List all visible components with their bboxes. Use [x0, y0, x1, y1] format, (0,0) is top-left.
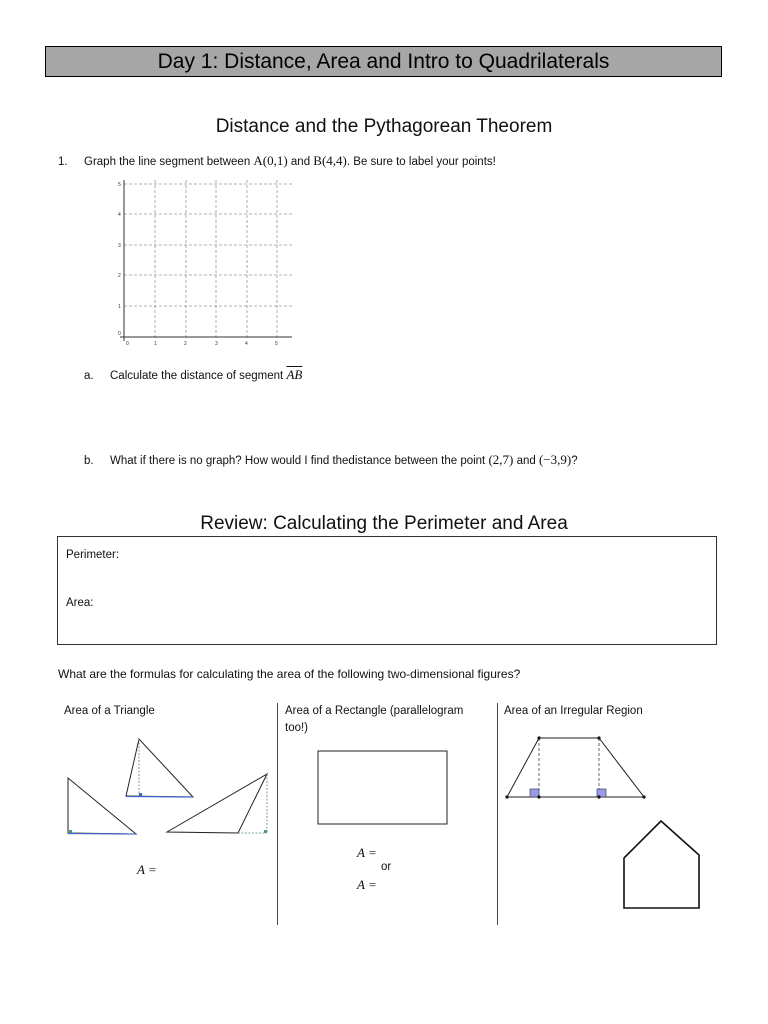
- triangle-label: Area of a Triangle: [64, 705, 155, 717]
- point-b: B(4,4): [313, 153, 347, 168]
- triangle-left: [68, 778, 136, 834]
- pentagon-figure: [623, 820, 703, 912]
- rectangle-label: [285, 703, 463, 737]
- rectangle-label-line1: Area of a Rectangle (parallelogram: [285, 705, 464, 717]
- y-tick-label: 3: [118, 243, 121, 249]
- y-tick-label: 1: [118, 304, 121, 310]
- question-1: [58, 153, 496, 169]
- x-tick-label: 5: [275, 341, 278, 347]
- rectangle-formula-1: A =: [357, 845, 377, 860]
- question-text: Graph the line segment between: [84, 156, 254, 168]
- point-1: (2,7): [488, 452, 514, 467]
- question-a: [84, 367, 302, 383]
- rectangle-figure: [317, 750, 449, 826]
- perimeter-label: Perimeter:: [66, 549, 120, 561]
- triangles-figure: [60, 733, 280, 843]
- coordinate-grid: [110, 175, 310, 355]
- y-tick-label: 4: [118, 212, 121, 218]
- area-label: Area:: [66, 597, 94, 609]
- trapezoid-figure: [502, 735, 662, 805]
- point-a: A(0,1): [253, 153, 288, 168]
- column-divider: [497, 703, 498, 925]
- x-tick-label: 2: [184, 341, 187, 347]
- point-2: (−3,9): [538, 452, 572, 467]
- formulas-question: What are the formulas for calculating the area of the following two-dimensional figures?: [58, 667, 521, 681]
- question-text-end: ?: [571, 455, 578, 467]
- question-b: [84, 452, 578, 468]
- triangle-formula: A =: [137, 862, 157, 877]
- section-heading-review: Review: Calculating the Perimeter and Area: [200, 513, 568, 534]
- page-title: Day 1: Distance, Area and Intro to Quadrilaterals: [157, 49, 610, 73]
- y-tick-label: 2: [118, 273, 121, 279]
- question-text-end: . Be sure to label your points!: [346, 156, 496, 168]
- x-tick-label: 0: [126, 341, 129, 347]
- question-text: What if there is no graph? How would I find thedistance between the point: [110, 455, 489, 467]
- perimeter-area-box: [57, 536, 717, 645]
- y-tick-label: 0: [118, 331, 121, 337]
- segment-ab: $\overline{AB}$: [286, 367, 303, 382]
- right-angle-marker: [530, 789, 539, 797]
- question-text-mid: and: [287, 156, 314, 168]
- grid-lines: [124, 180, 292, 338]
- x-tick-label: 1: [154, 341, 157, 347]
- question-number: 1.: [58, 156, 68, 168]
- rectangle-label-line2: too!): [285, 722, 309, 734]
- triangle-middle: [126, 739, 193, 797]
- triangle-right: [167, 774, 267, 833]
- page-title-bar: [45, 46, 722, 77]
- question-letter: b.: [84, 455, 94, 467]
- question-text-mid: and: [513, 455, 539, 467]
- irregular-label: Area of an Irregular Region: [504, 705, 643, 717]
- question-text: Calculate the distance of segment: [110, 370, 287, 382]
- rectangle-formula-2: A =: [357, 877, 377, 892]
- question-letter: a.: [84, 370, 94, 382]
- x-tick-label: 4: [245, 341, 248, 347]
- section-heading-distance: Distance and the Pythagorean Theorem: [215, 116, 553, 137]
- y-tick-label: 5: [118, 182, 121, 188]
- x-tick-label: 3: [215, 341, 218, 347]
- or-text: or: [381, 861, 392, 873]
